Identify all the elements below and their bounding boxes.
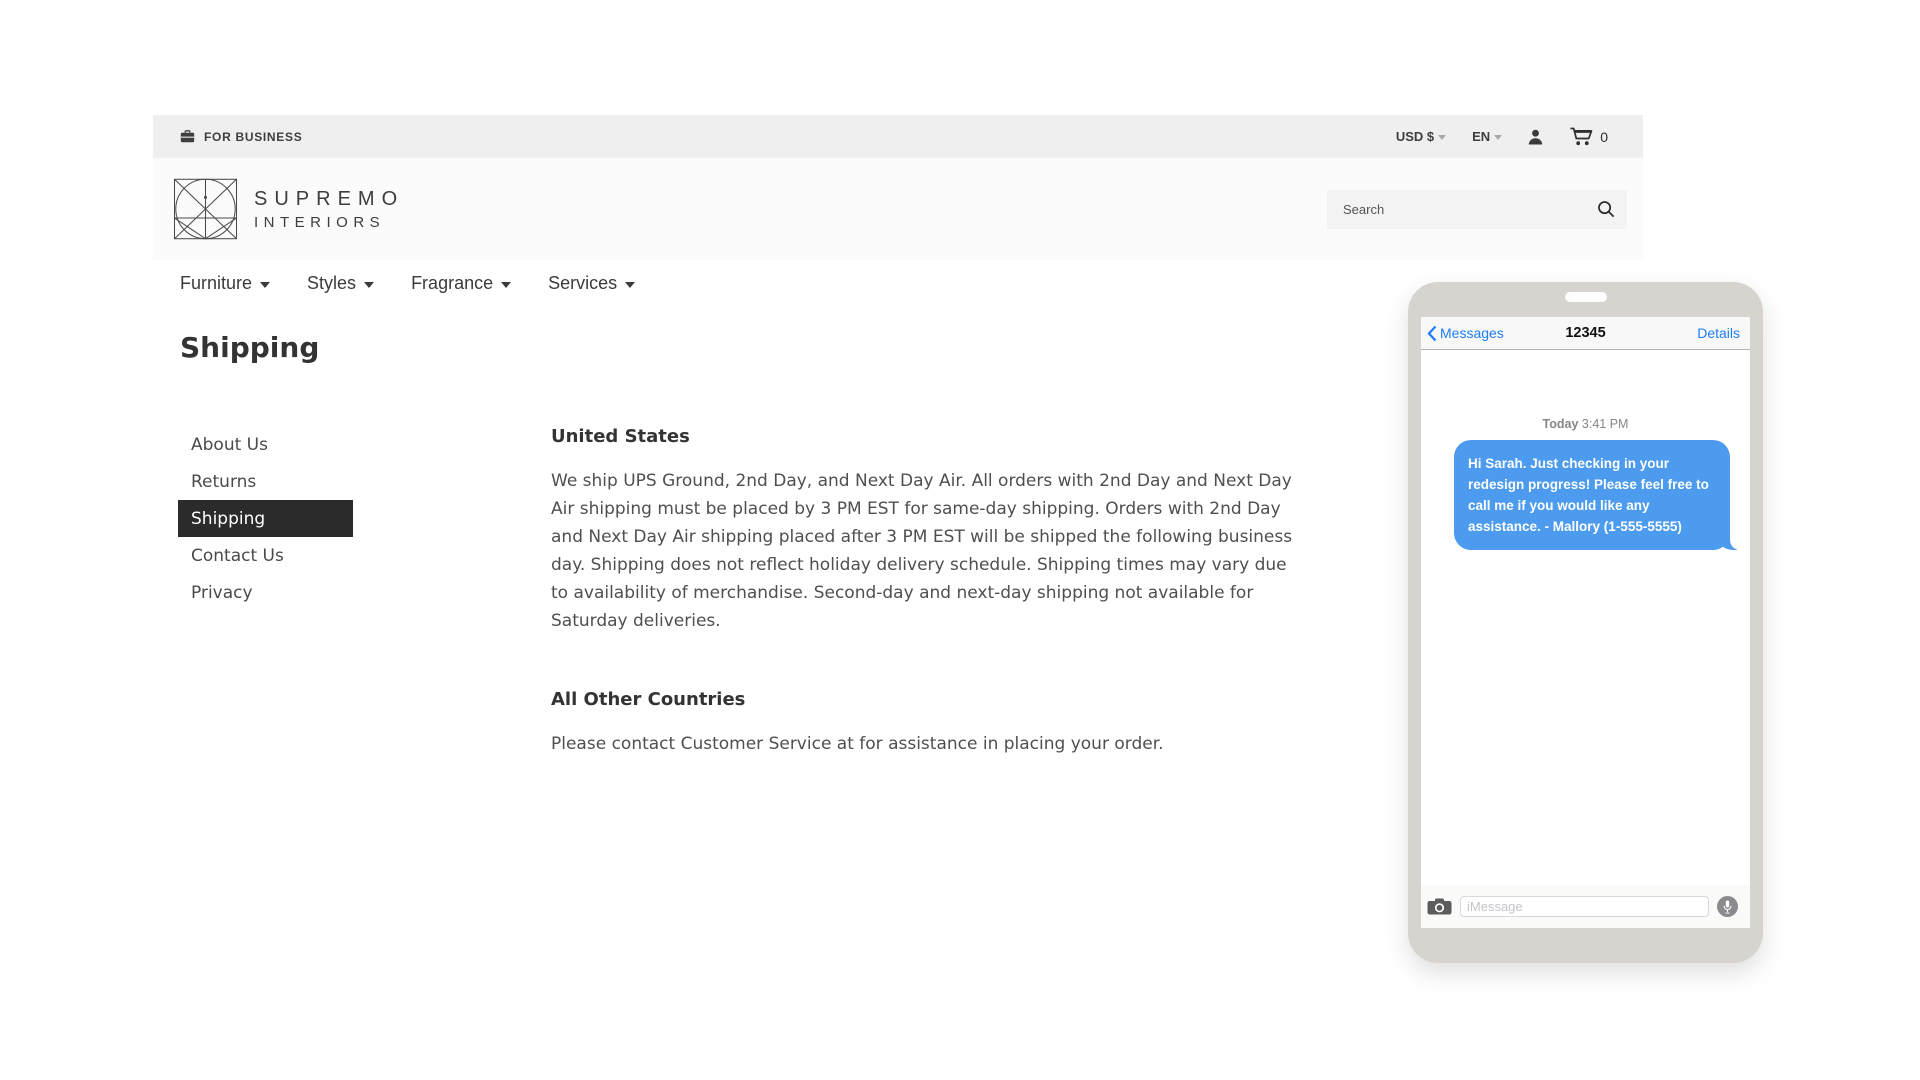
search-input[interactable] bbox=[1343, 202, 1597, 217]
topbar bbox=[153, 115, 1643, 158]
sidebar-item-about-us[interactable]: About Us bbox=[191, 434, 268, 455]
brand-logo[interactable] bbox=[173, 178, 404, 240]
sidebar bbox=[178, 426, 353, 611]
nav-label: Fragrance bbox=[411, 273, 494, 293]
microphone-icon bbox=[1723, 900, 1732, 914]
phone-speaker bbox=[1565, 292, 1607, 302]
briefcase-icon bbox=[180, 130, 195, 143]
message-bubble-sent: Hi Sarah. Just checking in your redesign progress! Please feel free to call me if you would like any assistance. - Mallory (1-555-5555) bbox=[1454, 440, 1730, 550]
page-title: Shipping bbox=[180, 331, 320, 364]
messages-header bbox=[1421, 317, 1750, 350]
sidebar-item-returns[interactable]: Returns bbox=[191, 471, 257, 492]
section-heading-all-other-countries: All Other Countries bbox=[551, 689, 746, 710]
for-business-label: FOR BUSINESS bbox=[204, 129, 303, 144]
main-nav bbox=[180, 273, 635, 294]
imessage-input[interactable] bbox=[1460, 896, 1709, 917]
phone-screen bbox=[1421, 317, 1750, 928]
brand-line2: INTERIORS bbox=[254, 213, 386, 231]
phone-mockup bbox=[1408, 282, 1763, 963]
voice-message-button[interactable] bbox=[1717, 896, 1738, 917]
shipping-content bbox=[551, 426, 1301, 758]
conversation-title: 12345 bbox=[1565, 325, 1606, 341]
caret-down-icon bbox=[625, 282, 635, 288]
cart-icon bbox=[1569, 127, 1594, 146]
nav-label: Furniture bbox=[180, 273, 253, 293]
section-body-all-other-countries: Please contact Customer Service at for assistance in placing your order. bbox=[551, 734, 1164, 754]
search-box bbox=[1327, 190, 1627, 229]
message-composer bbox=[1421, 885, 1750, 928]
logo-mark-icon bbox=[173, 178, 238, 240]
timestamp-time: 3:41 PM bbox=[1581, 417, 1629, 431]
search-button[interactable] bbox=[1597, 200, 1615, 218]
timestamp-day: Today bbox=[1542, 417, 1579, 431]
nav-item-fragrance[interactable] bbox=[411, 273, 511, 294]
currency-selector[interactable] bbox=[1396, 129, 1446, 144]
conversation-timestamp bbox=[1421, 417, 1750, 431]
nav-item-services[interactable] bbox=[548, 273, 635, 294]
language-selector[interactable] bbox=[1472, 129, 1502, 144]
account-button[interactable] bbox=[1528, 129, 1543, 145]
caret-down-icon bbox=[260, 282, 270, 288]
user-icon bbox=[1528, 129, 1543, 145]
messages-back-label: Messages bbox=[1440, 325, 1504, 341]
camera-icon bbox=[1427, 898, 1452, 915]
sidebar-item-contact-us[interactable]: Contact Us bbox=[191, 545, 284, 566]
back-chevron-icon bbox=[1427, 325, 1437, 342]
brand-line1: SUPREMO bbox=[254, 187, 405, 210]
section-body-united-states: We ship UPS Ground, 2nd Day, and Next Day Air. All orders with 2nd Day and Next Day Air shipping must be placed by 3 PM EST for same-day shipping. Orders with 2nd Day and Next Day Air shipping placed after 3 PM EST will be shipped the following business day. Shipping does not reflect holiday delivery schedule. Shipping times may vary due to availability of merchandise. Second-day and next-day shipping not available for Saturday deliveries. bbox=[551, 471, 1293, 631]
for-business-link[interactable] bbox=[180, 130, 302, 144]
camera-button[interactable] bbox=[1427, 898, 1452, 915]
topbar-utilities bbox=[1396, 127, 1608, 146]
nav-item-furniture[interactable] bbox=[180, 273, 270, 294]
caret-down-icon bbox=[501, 282, 511, 288]
currency-label: USD $ bbox=[1395, 129, 1435, 144]
cart-button[interactable] bbox=[1569, 127, 1608, 146]
sidebar-item-shipping[interactable]: Shipping bbox=[178, 500, 353, 537]
nav-item-styles[interactable] bbox=[307, 273, 374, 294]
brand-wordmark bbox=[254, 188, 404, 231]
sidebar-item-privacy[interactable]: Privacy bbox=[191, 582, 253, 603]
messages-back-button[interactable] bbox=[1427, 325, 1504, 342]
search-icon bbox=[1597, 200, 1615, 218]
nav-label: Styles bbox=[307, 273, 357, 293]
chevron-down-icon bbox=[1494, 135, 1502, 140]
nav-label: Services bbox=[548, 273, 618, 293]
caret-down-icon bbox=[364, 282, 374, 288]
details-link[interactable]: Details bbox=[1697, 325, 1740, 341]
cart-count: 0 bbox=[1600, 128, 1608, 145]
section-heading-united-states: United States bbox=[551, 426, 690, 447]
site-header bbox=[153, 158, 1643, 260]
language-label: EN bbox=[1472, 129, 1491, 144]
chevron-down-icon bbox=[1438, 135, 1446, 140]
